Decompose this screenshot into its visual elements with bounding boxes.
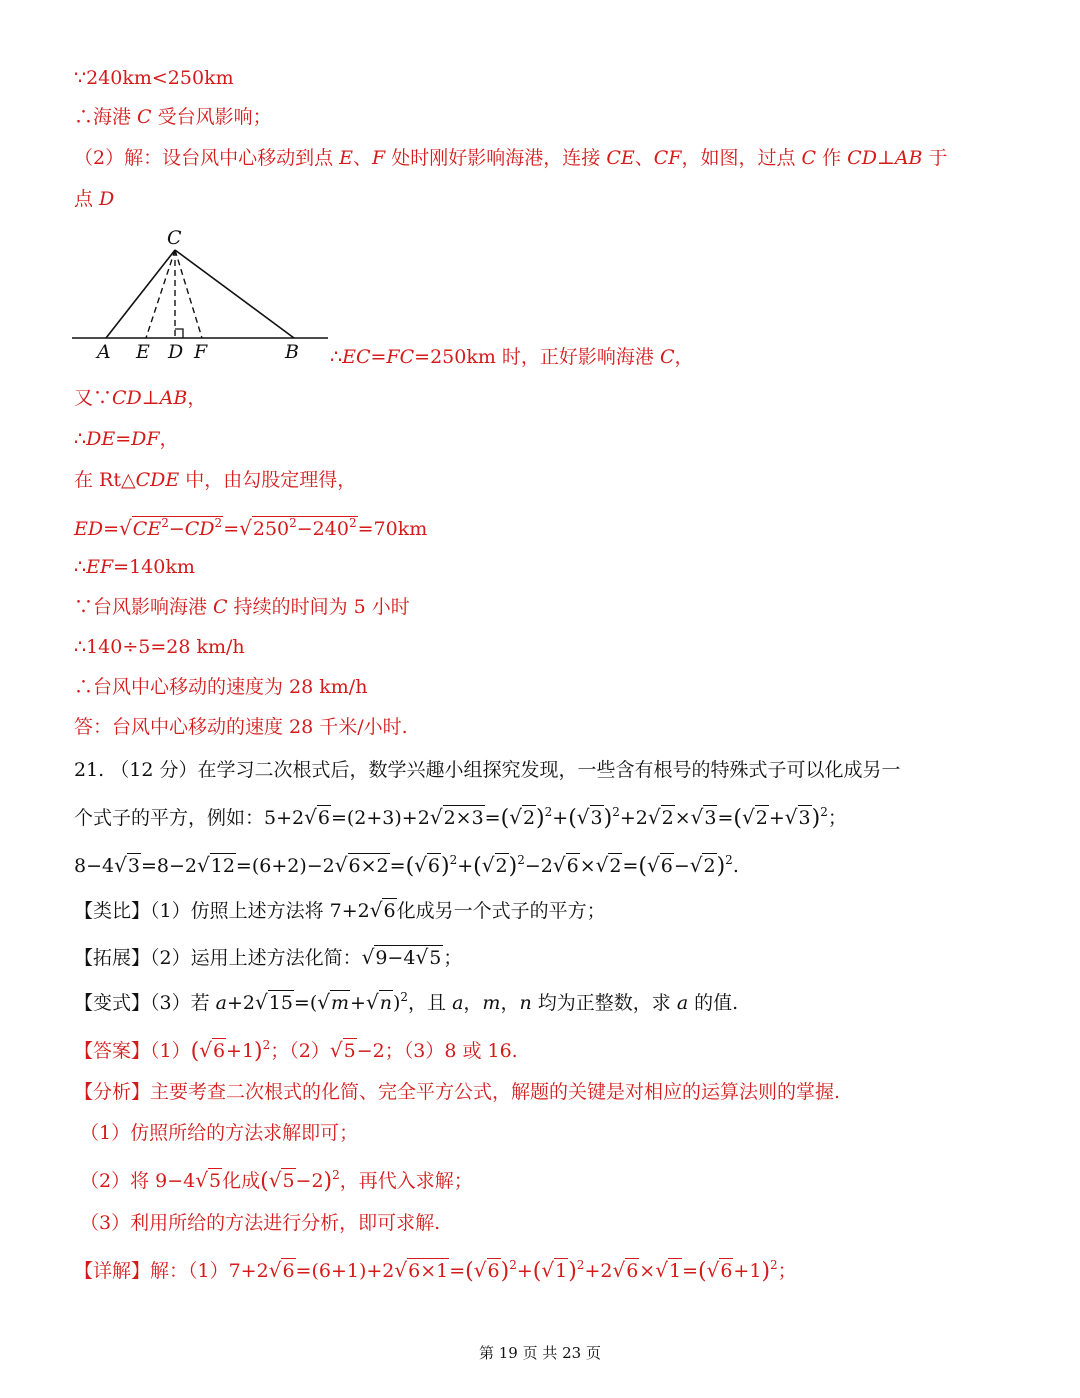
sol-line-13: ∴台风中心移动的速度为 28 km/h <box>74 676 368 698</box>
label-a: A <box>97 341 111 363</box>
right-angle-mark <box>175 329 183 338</box>
sol-line-11: ∵台风影响海港 C 持续的时间为 5 小时 <box>74 596 410 618</box>
q21-line-3: $8-4√3=8-2√12=(6+2)-2√6\times 2=(√6)^2+(√2)^2-2√6\times√2=(√6-√2)^2$. <box>74 853 739 879</box>
sqrt-250-240: $√250^2-240^2$ <box>239 516 357 540</box>
label-c: C <box>167 227 182 249</box>
segment-cb <box>175 250 294 338</box>
segment-ce <box>146 250 175 338</box>
sol-line-5: ∴EC=FC=250km 时，正好影响海港 C， <box>330 346 694 368</box>
detail-line: 【详解】解：$(1)7+2√6=(6+1)+2√6\times 1=(√6)^2+(√1)^2+2√6\times√1=(√6+1)^2$； <box>74 1258 797 1284</box>
q21-line-6: 【变式】（3）若 $a+2√15=(√m+√n)^2$，且 a，m，n 均为正整数，求 a 的值. <box>74 990 739 1014</box>
sol-line-10: ∴EF=140km <box>74 556 195 578</box>
sol-line-7: ∴DE=DF， <box>74 428 179 450</box>
analysis-step-1: （1）仿照所给的方法求解即可； <box>80 1122 359 1144</box>
q21-line-2: 个式子的平方，例如：$5+2√6=(2+3)+2√2\times 3=(√2)^2+(√3)^2+2√2\times√3=(√2+√3)^2$； <box>74 805 847 831</box>
analysis-line: 【分析】主要考查二次根式的化简、完全平方公式，解题的关键是对相应的运算法则的掌握. <box>74 1081 841 1103</box>
q21-line-4: 【类比】（1）仿照上述方法将 7+2√6化成另一个式子的平方； <box>74 898 606 922</box>
label-e: E <box>136 341 150 363</box>
sol-line-4: 点 D <box>74 188 115 210</box>
analysis-step-3: （3）利用所给的方法进行分析，即可求解. <box>80 1212 441 1234</box>
sol-line-12: ∴140÷5=28 km/h <box>74 636 245 658</box>
analysis-step-2: （2）将 9−4√5化成$(√5-2)^2$，再代入求解； <box>80 1168 473 1194</box>
triangle-figure <box>72 226 334 366</box>
answer-line: 【答案】$(1)(√6+1)^2$；（2）√5−2；（3）8 或 16. <box>74 1038 518 1064</box>
sol-line-6: 又∵CD⊥AB， <box>74 387 207 409</box>
segment-ca <box>106 250 175 338</box>
sol-line-3: （2）解：设台风中心移动到点 E、F 处时刚好影响海港，连接 CE、CF，如图，过点 C 作 CD⊥AB 于 <box>74 147 948 169</box>
label-d: D <box>168 341 184 363</box>
segment-cf <box>175 250 202 338</box>
sol-line-9: $ED=√CE^2-CD^2=√250^2-240^2=70km$ <box>74 514 427 543</box>
page-footer: 第 19 页 共 23 页 <box>478 1344 601 1362</box>
sol-line-8: 在 Rt△CDE 中，由勾股定理得， <box>74 469 357 491</box>
label-f: F <box>194 341 208 363</box>
sol-line-2: ∴海港 C 受台风影响； <box>74 106 272 128</box>
label-b: B <box>285 341 299 363</box>
sol-line-1: ∵240km<250km <box>74 67 234 89</box>
sol-line-14: 答：台风中心移动的速度 28 千米/小时. <box>74 716 408 738</box>
q21-line-1: 21. （12 分）在学习二次根式后，数学兴趣小组探究发现，一些含有根号的特殊式子可以化成另一 <box>74 759 901 781</box>
q21-line-5: 【拓展】（2）运用上述方法化简：√9−4√5 ； <box>74 945 463 969</box>
sqrt-ce-cd: $√CE^2-CD^2$ <box>119 516 223 540</box>
